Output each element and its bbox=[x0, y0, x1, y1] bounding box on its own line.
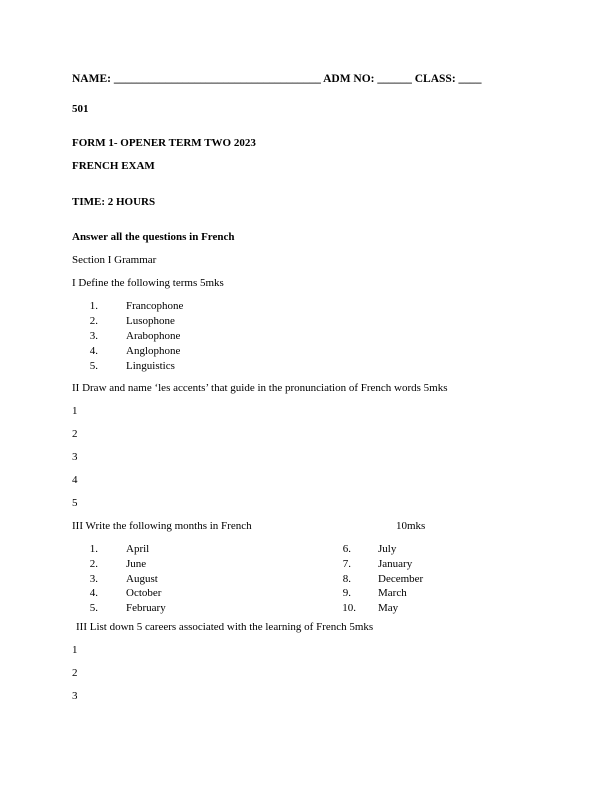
answer-line-number: 4 bbox=[72, 474, 78, 486]
answer-line-number: 3 bbox=[72, 690, 78, 702]
list-number: 5. bbox=[89, 602, 98, 614]
exam-subject: FRENCH EXAM bbox=[72, 160, 155, 172]
list-item: Anglophone bbox=[126, 345, 181, 357]
exam-title: FORM 1- OPENER TERM TWO 2023 bbox=[72, 137, 256, 149]
list-item: March bbox=[378, 587, 407, 599]
paper-code: 501 bbox=[72, 103, 89, 115]
question-2-prompt: II Draw and name ‘les accents’ that guide in the pronunciation of French words 5mks bbox=[72, 382, 448, 394]
list-number: 10. bbox=[342, 602, 356, 614]
list-item: January bbox=[378, 558, 413, 570]
answer-line-number: 2 bbox=[72, 428, 78, 440]
list-number: 1. bbox=[89, 300, 98, 312]
answer-line-number: 2 bbox=[72, 667, 78, 679]
name-adm-class-line: NAME: ____________________________________ ADM NO: ______ CLASS: ____ bbox=[72, 73, 482, 85]
list-item: December bbox=[378, 573, 424, 585]
list-item: Linguistics bbox=[126, 360, 175, 372]
list-number: 4. bbox=[89, 587, 98, 599]
list-item: August bbox=[126, 573, 158, 585]
list-number: 6. bbox=[342, 543, 351, 555]
list-number: 9. bbox=[342, 587, 351, 599]
list-number: 3. bbox=[89, 573, 98, 585]
list-number: 1. bbox=[89, 543, 98, 555]
list-number: 5. bbox=[89, 360, 98, 372]
list-number: 4. bbox=[89, 345, 98, 357]
instruction: Answer all the questions in French bbox=[72, 231, 235, 243]
list-item: June bbox=[126, 558, 147, 570]
answer-line-number: 5 bbox=[72, 497, 78, 509]
list-number: 8. bbox=[342, 573, 351, 585]
question-1-prompt: I Define the following terms 5mks bbox=[72, 277, 224, 289]
question-3-marks: 10mks bbox=[396, 520, 426, 532]
question-3-prompt: III Write the following months in French bbox=[72, 520, 252, 532]
answer-line-number: 3 bbox=[72, 451, 78, 463]
question-4-prompt: III List down 5 careers associated with the learning of French 5mks bbox=[76, 621, 374, 633]
list-item: February bbox=[126, 602, 166, 614]
list-item: April bbox=[126, 543, 150, 555]
list-item: Lusophone bbox=[126, 315, 175, 327]
list-item: Francophone bbox=[126, 300, 184, 312]
list-item: July bbox=[378, 543, 397, 555]
exam-time: TIME: 2 HOURS bbox=[72, 196, 156, 208]
list-number: 2. bbox=[89, 558, 98, 570]
answer-line-number: 1 bbox=[72, 405, 78, 417]
list-item: Arabophone bbox=[126, 330, 181, 342]
section-title: Section I Grammar bbox=[72, 254, 157, 266]
list-number: 2. bbox=[89, 315, 98, 327]
answer-line-number: 1 bbox=[72, 644, 78, 656]
list-item: May bbox=[378, 602, 399, 614]
list-item: October bbox=[126, 587, 162, 599]
list-number: 7. bbox=[342, 558, 351, 570]
list-number: 3. bbox=[89, 330, 98, 342]
